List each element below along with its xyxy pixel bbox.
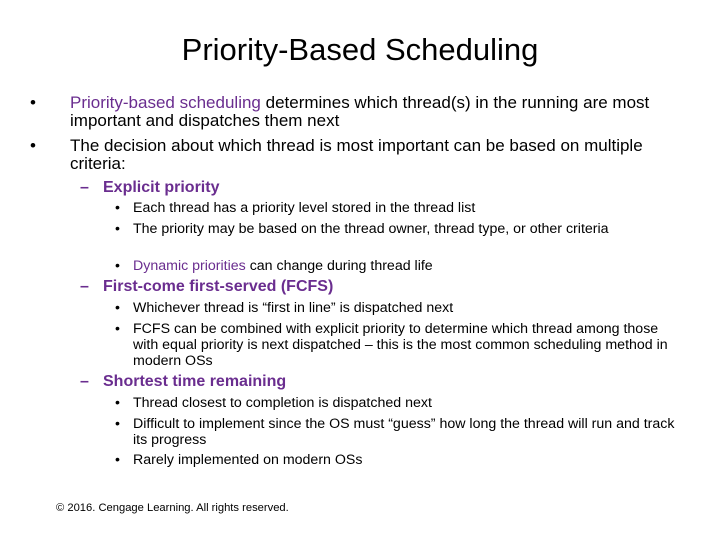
sub-bullet <box>115 416 685 448</box>
sub-bullet <box>115 221 685 237</box>
section-heading <box>80 278 700 296</box>
sub-bullet-text: Rarely implemented on modern OSs <box>133 452 363 468</box>
bullet-item <box>30 94 690 130</box>
sub-bullet-text: Each thread has a priority level stored in the thread list <box>133 200 476 216</box>
sub-bullet-text: Difficult to implement since the OS must “guess” how long the thread will run and track its progress <box>133 416 675 448</box>
sub-bullet-marker: • <box>115 200 120 216</box>
sub-bullet-text <box>133 258 685 274</box>
sub-bullet-marker: • <box>115 221 120 237</box>
section-title: First-come first-served (FCFS) <box>103 278 334 295</box>
sub-bullet <box>115 321 685 369</box>
sub-bullet-emphasis: Dynamic priorities <box>133 258 246 274</box>
copyright-footer: © 2016. Cengage Learning. All rights reserved. <box>56 502 289 514</box>
bullet-emphasis: Priority-based scheduling <box>70 93 261 112</box>
sub-bullet-marker: • <box>115 258 120 274</box>
sub-bullet <box>115 300 685 316</box>
bullet-text <box>70 94 690 130</box>
sub-bullet-marker: • <box>115 416 120 432</box>
sub-bullet-text: Whichever thread is “first in line” is dispatched next <box>133 300 454 316</box>
sub-bullet-text: The priority may be based on the thread owner, thread type, or other criteria <box>133 221 609 237</box>
bullet-item <box>30 137 690 173</box>
bullet-marker: • <box>30 93 36 112</box>
section-heading <box>80 373 700 391</box>
dash-marker: – <box>80 373 89 390</box>
dash-marker: – <box>80 179 89 196</box>
bullet-body: determines which thread(s) in the running are most important and dispatches them next <box>70 93 650 130</box>
bullet-body: The decision about which thread is most important can be based on multiple criteria: <box>70 136 643 173</box>
sub-bullet <box>115 258 685 274</box>
sub-bullet <box>115 395 685 411</box>
sub-bullet-marker: • <box>115 452 120 468</box>
sub-bullet-marker: • <box>115 321 120 337</box>
slide-title: Priority-Based Scheduling <box>181 32 539 67</box>
sub-bullet-text: Thread closest to completion is dispatched next <box>133 395 432 411</box>
sub-bullet-text: FCFS can be combined with explicit priority to determine which thread among those with equal priority is next dispatched – this is the most common scheduling method in modern OSs <box>133 321 668 369</box>
section-title: Explicit priority <box>103 179 220 196</box>
section-heading <box>80 179 700 197</box>
sub-bullet-marker: • <box>115 395 120 411</box>
section-title: Shortest time remaining <box>103 373 287 390</box>
sub-bullet <box>115 452 685 468</box>
sub-bullet-marker: • <box>115 300 120 316</box>
dash-marker: – <box>80 278 89 295</box>
sub-bullet <box>115 200 685 216</box>
bullet-marker: • <box>30 136 36 155</box>
sub-bullet-body: can change during thread life <box>245 258 433 274</box>
